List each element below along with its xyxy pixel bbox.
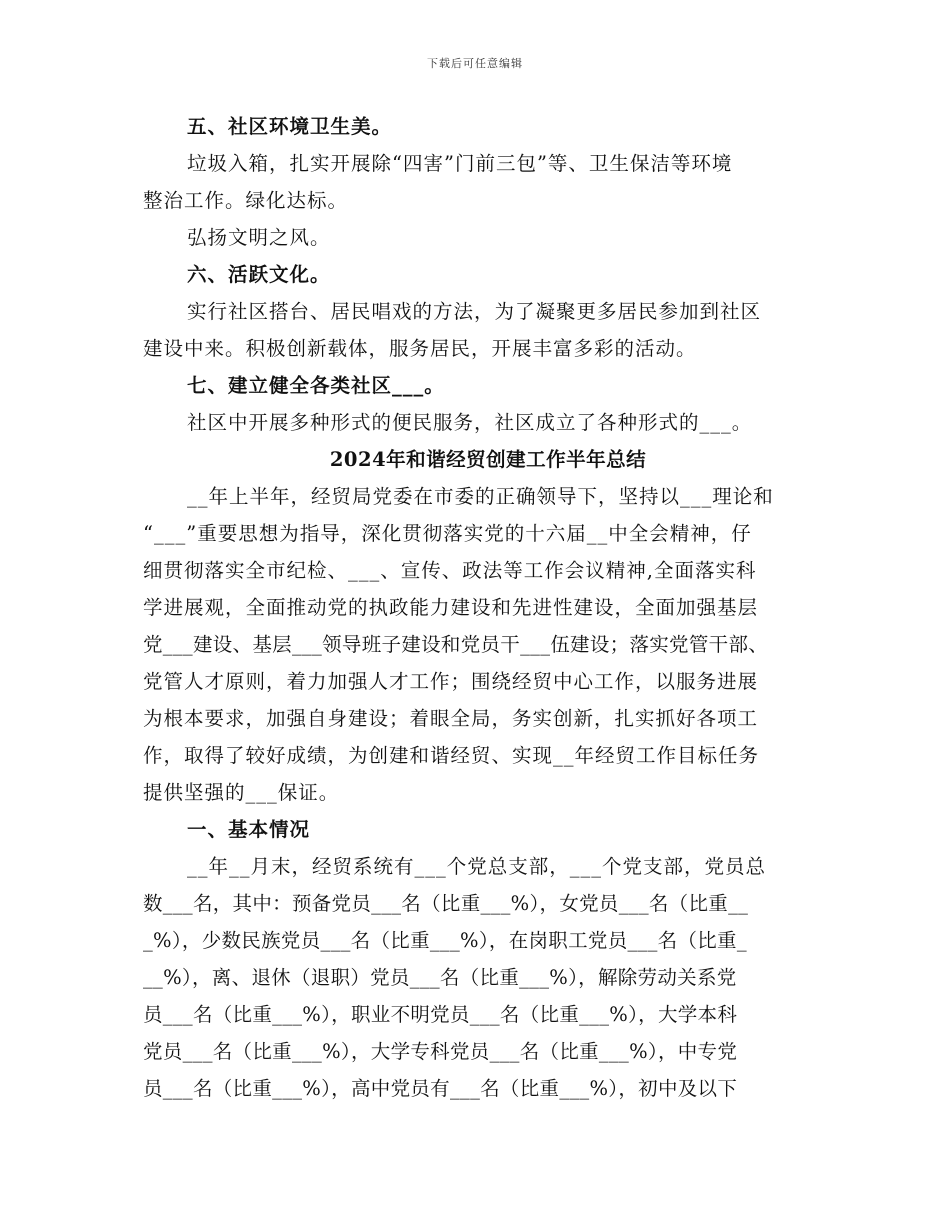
paragraph-line: 实行社区搭台、居民唱戏的方法，为了凝聚更多居民参加到社区 bbox=[187, 300, 762, 323]
document-title: 2024年和谐经贸创建工作半年总结 bbox=[329, 448, 647, 471]
paragraph-line: 细贯彻落实全市纪检、___、宣传、政法等工作会议精神,全面落实科 bbox=[143, 559, 757, 582]
section-heading-6: 六、活跃文化。 bbox=[187, 263, 331, 286]
paragraph-line: __年__月末，经贸系统有___个党总支部，___个党支部，党员总 bbox=[187, 855, 767, 878]
paragraph-line: 建设中来。积极创新载体，服务居民，开展丰富多彩的活动。 bbox=[143, 337, 697, 360]
paragraph-line: 弘扬文明之风。 bbox=[187, 226, 331, 249]
header-note: 下载后可任意编辑 bbox=[427, 57, 523, 70]
paragraph-line: 数___名，其中：预备党员___名（比重___%），女党员___名（比重__ bbox=[143, 892, 749, 915]
paragraph-line: 整治工作。绿化达标。 bbox=[143, 189, 349, 212]
paragraph-line: 社区中开展多种形式的便民服务，社区成立了各种形式的___。 bbox=[187, 411, 753, 434]
section-heading-7: 七、建立健全各类社区___。 bbox=[187, 374, 445, 397]
section-heading-1: 一、基本情况 bbox=[187, 818, 311, 841]
paragraph-line: “___”重要思想为指导，深化贯彻落实党的十六届__中全会精神，仔 bbox=[143, 522, 752, 545]
paragraph-line: 党员___名（比重___%），大学专科党员___名（比重___%），中专党 bbox=[143, 1040, 738, 1063]
paragraph-line: 提供坚强的___保证。 bbox=[143, 781, 340, 804]
paragraph-line: __%），离、退休（退职）党员___名（比重___%），解除劳动关系党 bbox=[143, 966, 737, 989]
paragraph-line: 垃圾入箱，扎实开展除“四害”门前三包”等、卫生保洁等环境 bbox=[187, 152, 733, 175]
document-body bbox=[143, 108, 813, 1107]
section-heading-5: 五、社区环境卫生美。 bbox=[187, 115, 393, 138]
paragraph-line: __年上半年，经贸局党委在市委的正确领导下，坚持以___理论和 bbox=[187, 485, 774, 508]
paragraph-line: _%），少数民族党员___名（比重___%），在岗职工党员___名（比重_ bbox=[143, 929, 747, 952]
paragraph-line: 学进展观，全面推动党的执政能力建设和先进性建设，全面加强基层 bbox=[143, 596, 759, 619]
paragraph-line: 员___名（比重___%），职业不明党员___名（比重___%），大学本科 bbox=[143, 1003, 738, 1026]
paragraph-line: 员___名（比重___%），高中党员有___名（比重___%），初中及以下 bbox=[143, 1077, 738, 1100]
paragraph-line: 党___建设、基层___领导班子建设和党员干___伍建设；落实党管干部、 bbox=[143, 633, 769, 656]
paragraph-line: 为根本要求，加强自身建设；着眼全局，务实创新，扎实抓好各项工 bbox=[143, 707, 759, 730]
paragraph-line: 作，取得了较好成绩，为创建和谐经贸、实现__年经贸工作目标任务 bbox=[143, 744, 760, 767]
paragraph-line: 党管人才原则，着力加强人才工作；围绕经贸中心工作，以服务进展 bbox=[143, 670, 759, 693]
